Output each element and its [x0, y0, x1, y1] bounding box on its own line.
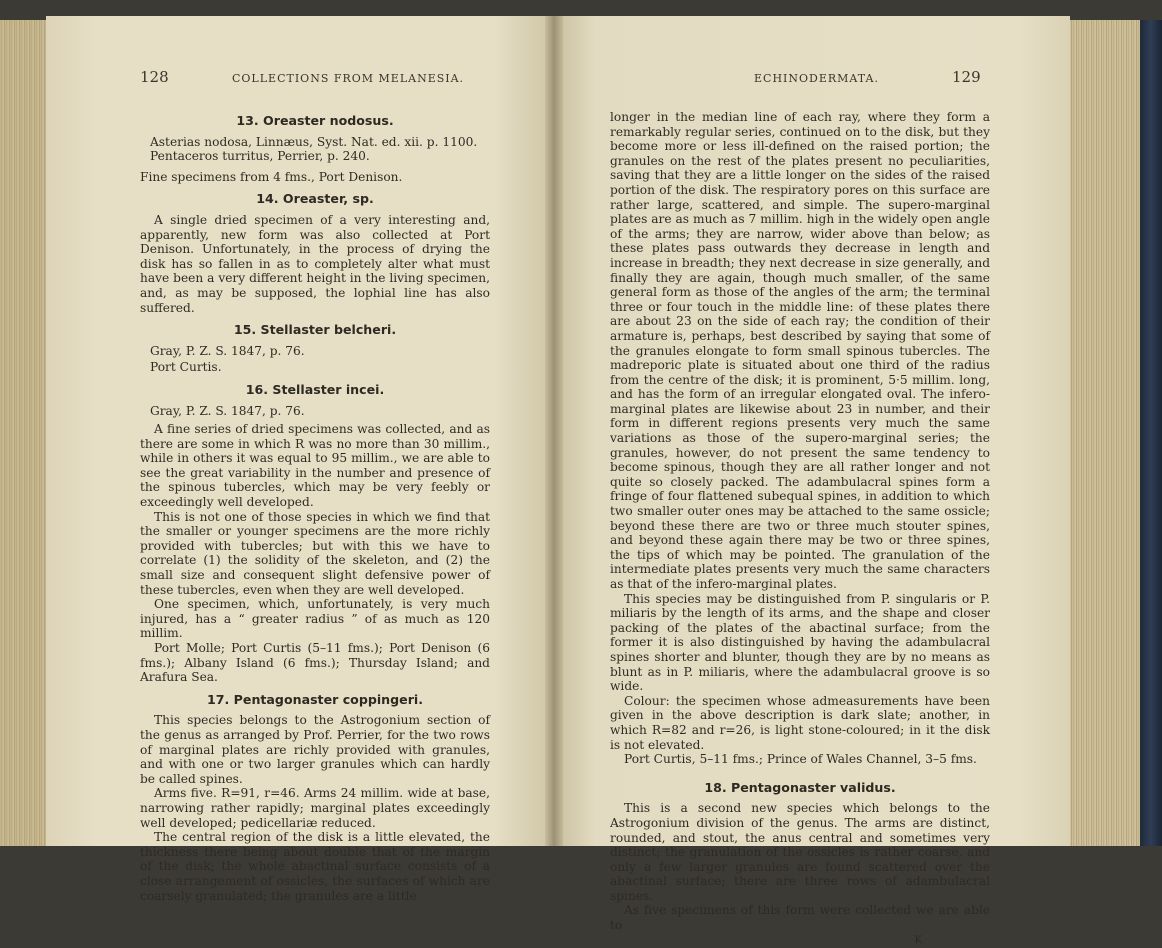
body-paragraph: This species belongs to the Astrogonium section of the genus as arranged by Prof. Perrier, for the two rows of marginal plates are richly provided with granules, and with one or two larger granules which can hardly be called spines. — [140, 713, 490, 786]
left-running-head: COLLECTIONS FROM MELANESIA. — [232, 72, 465, 85]
left-page-edges — [0, 20, 50, 846]
book-gutter — [545, 16, 563, 846]
signature-mark: K — [914, 934, 922, 946]
body-paragraph: Port Molle; Port Curtis (5–11 fms.); Port Denison (6 fms.); Albany Island (6 fms.); Thursday Island; and Arafura Sea. — [140, 641, 490, 685]
synonym-line-text: Gray, P. Z. S. 1847, p. 76. — [150, 343, 305, 358]
body-paragraph: This is not one of those species in which we find that the smaller or younger specimens are the more richly provided with tubercles; but with this we have to correlate (1) the solidity of the skeleton, and (2) the small size and consequent slight defensive power of these tubercles, even when they are well developed. — [140, 509, 490, 597]
body-paragraph: Fine specimens from 4 fms., Port Denison. — [140, 169, 403, 184]
synonym-line — [140, 344, 490, 359]
section-heading: 14. Oreaster, sp. — [256, 191, 374, 207]
synonym-line-text: Asterias nodosa, Linnæus, Syst. Nat. ed. xii. p. 1100. — [150, 134, 478, 149]
body-paragraph: This is a second new species which belongs to the Astrogonium division of the genus. The arms are distinct, rounded, and stout, the anus central and sometimes very distinct; the granulation of the ossicles is rather coarse, and only a few larger granules are found scattered over the abactinal surface; there are three rows of adambulacral spines. — [610, 801, 990, 903]
section-heading: 17. Pentagonaster coppingeri. — [206, 691, 424, 707]
synonym-line — [140, 135, 490, 150]
synonym-line-text: Gray, P. Z. S. 1847, p. 76. — [150, 403, 305, 418]
section-heading: 18. Pentagonaster validus. — [704, 779, 896, 795]
section-heading: 13. Oreaster nodosus. — [236, 113, 394, 128]
synonym-line — [140, 149, 490, 164]
body-paragraph: A single dried specimen of a very interesting and, apparently, new form was also collected at Port Denison. Unfortunately, in the process of drying the disk has so fallen in as to completely alter what must have been a very different height in the living specimen, and, as may be supposed, the lophial line has also suffered. — [140, 212, 490, 315]
section-heading: 16. Stellaster incei. — [245, 381, 385, 397]
right-folio: 129 — [952, 68, 981, 86]
right-text-column — [610, 110, 990, 948]
synonym-line — [140, 404, 490, 419]
body-paragraph: The central region of the disk is a little elevated, the thickness there being about double that of the margin of the disk; the whole abactinal surface consists of a close arrangement of ossicles, the surfaces of which are coarsely granulated; the granules are a little — [140, 830, 490, 903]
body-paragraph: A fine series of dried specimens was collected, and as there are some in which R was no more than 30 millim., while in others it was equal to 95 millim., we are able to see the great variability in the number and presence of the spinous tubercles, which may be very feebly or exceedingly well developed. — [140, 422, 490, 510]
section-heading: 15. Stellaster belcheri. — [233, 322, 397, 338]
left-text-column — [140, 112, 490, 903]
book-cover-edge — [1140, 20, 1162, 846]
body-paragraph: Arms five. R=91, r=46. Arms 24 millim. wide at base, narrowing rather rapidly; marginal plates exceedingly well developed; pedicellariæ reduced. — [140, 786, 490, 830]
body-paragraph: Colour: the specimen whose admeasurements have been given in the above description is dark slate; another, in which R=82 and r=26, is light stone-coloured; in it the disk is not elevated. — [610, 693, 990, 752]
body-paragraph: As five specimens of this form were collected we are able to — [610, 903, 990, 933]
body-paragraph: Port Curtis. — [150, 360, 222, 375]
body-paragraph: This species may be distinguished from P. singularis or P. miliaris by the length of its arms, and the shape and closer packing of the plates of the abactinal surface; from the former it is also distinguished by having the adambulacral spines shorter and blunter, though they are by no means as blunt as in P. miliaris, where the adambulacral groove is so wide. — [610, 591, 990, 694]
body-paragraph: One specimen, which, unfortunately, is very much injured, has a “ greater radius ” of as much as 120 millim. — [140, 597, 490, 641]
right-running-head: ECHINODERMATA. — [754, 72, 879, 85]
left-folio: 128 — [140, 68, 169, 86]
synonym-line-text: Pentaceros turritus, Perrier, p. 240. — [150, 149, 370, 164]
body-paragraph: Port Curtis, 5–11 fms.; Prince of Wales Channel, 3–5 fms. — [624, 752, 977, 767]
body-paragraph: longer in the median line of each ray, where they form a remarkably regular series, continued on to the disk, but they become more or less ill-defined on the raised portion; the granules on the rest of the plates present no peculiarities, saving that they are a little longer on the sides of the raised portion of the disk. The respiratory pores on this surface are rather large, scattered, and simple. The supero-marginal plates are as much as 7 millim. high in the widely open angle of the arms; they are narrow, wider above than below; as these plates pass outwards they decrease in length and increase in breadth; they next decrease in size generally, and finally they are again, though much smaller, of the same general form as those of the angles of the arm; the terminal three or four touch in the middle line: of these plates there are about 23 on the side of each ray; the condition of their armature is, perhaps, best described by saying that some of the granules elongate to form small spinous tubercles. The madreporic plate is situated about one third of the radius from the centre of the disk; it is prominent, 5·5 millim. long, and has the form of an irregular elongated oval. The infero-marginal plates are likewise about 23 in number, and their form in different regions presents very much the same variations as those of the supero-marginal series; the granules, however, do not present the same tendency to become spinous, though they are all rather longer and not quite so closely packed. The adambulacral spines form a fringe of four flattened subequal spines, in addition to which two smaller outer ones may be attached to the same ossicle; beyond these there are two or three much stouter spines, and beyond these again there may be two or three spines, the tips of which may be pointed. The granulation of the intermediate plates presents very much the same characters as that of the infero-marginal plates. — [610, 110, 990, 591]
